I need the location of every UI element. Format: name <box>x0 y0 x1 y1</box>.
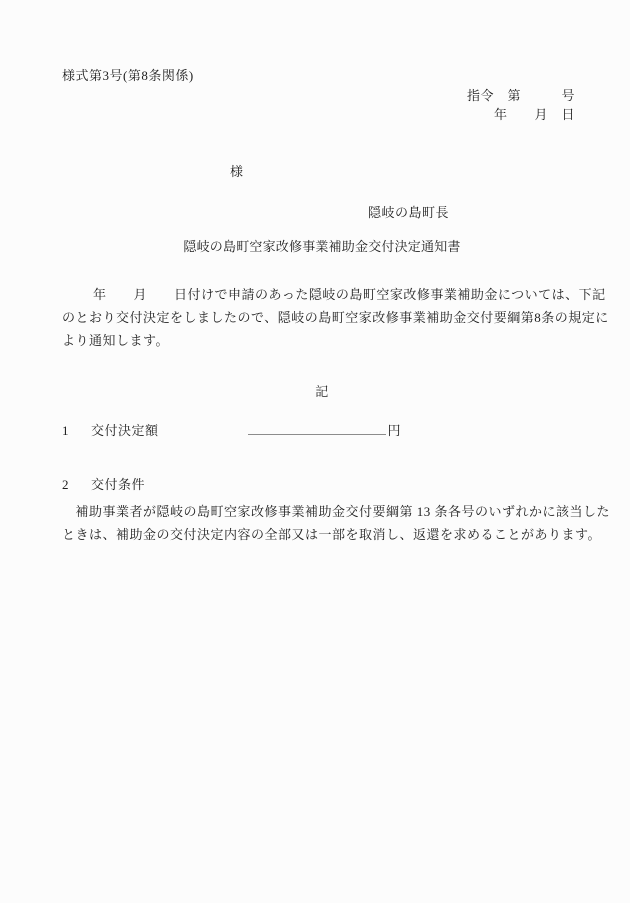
amount-unit: 円 <box>387 423 402 438</box>
item2-number: 2 <box>62 477 69 492</box>
amount-blank-line <box>248 420 386 435</box>
body-line-3: より通知します。 <box>62 333 169 348</box>
item1-label: 交付決定額 <box>91 423 159 438</box>
conditions-line-2: ときは、補助金の交付決定内容の全部又は一部を取消し、返還を求めることがあります。 <box>62 527 601 542</box>
addressee-honorific: 様 <box>230 164 244 179</box>
grant-conditions-item <box>62 477 145 492</box>
body-line-1: 年 月 日付けで申請のあった隠岐の島町空家改修事業補助金については、下記 <box>93 287 606 302</box>
body-line-2: のとおり交付決定をしましたので、隠岐の島町空家改修事業補助金交付要綱第8条の規定に <box>62 310 609 325</box>
conditions-line-1: 補助事業者が隠岐の島町空家改修事業補助金交付要綱第 13 条各号のいずれかに該当した <box>62 504 611 519</box>
item2-label: 交付条件 <box>91 477 146 492</box>
item1-number: 1 <box>62 423 69 438</box>
form-number: 様式第3号(第8条関係) <box>62 68 194 83</box>
grant-amount-item <box>62 420 610 438</box>
record-marker: 記 <box>315 384 329 399</box>
document-title: 隠岐の島町空家改修事業補助金交付決定通知書 <box>183 239 461 254</box>
directive-number-line: 指令 第 号 <box>466 88 575 103</box>
conditions-paragraph <box>62 500 610 546</box>
sender-title: 隠岐の島町長 <box>368 205 450 220</box>
issue-date-line: 年 月 日 <box>493 107 575 122</box>
body-paragraph <box>62 283 610 352</box>
